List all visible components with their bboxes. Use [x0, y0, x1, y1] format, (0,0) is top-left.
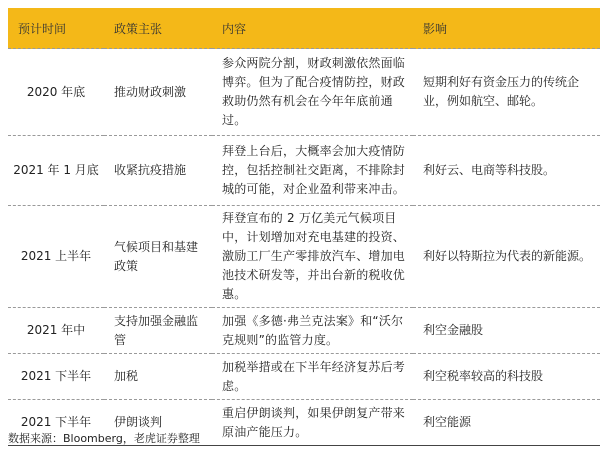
cell-policy: 伊朗谈判	[104, 400, 212, 446]
cell-content: 参众两院分割，财政刺激依然面临博弈。但为了配合疫情防控，财政救助仍然有机会在今年年底前通过。	[212, 49, 413, 136]
cell-impact: 利好云、电商等科技股。	[413, 136, 600, 206]
policy-table-frame	[8, 8, 600, 446]
cell-time: 2021 下半年	[8, 354, 104, 400]
cell-time: 2021 年 1 月底	[8, 136, 104, 206]
header-time: 预计时间	[8, 8, 104, 49]
policy-table	[8, 8, 600, 446]
cell-content: 拜登上台后，大概率会加大疫情防控，包括控制社交距离，不排除封城的可能，对企业盈利带来冲击。	[212, 136, 413, 206]
header-row	[8, 8, 600, 49]
cell-time: 2021 上半年	[8, 206, 104, 308]
table-row	[8, 49, 600, 136]
table-row	[8, 354, 600, 400]
cell-policy: 推动财政刺激	[104, 49, 212, 136]
header-content: 内容	[212, 8, 413, 49]
cell-policy: 支持加强金融监管	[104, 308, 212, 354]
cell-content: 加税举措或在下半年经济复苏后考虑。	[212, 354, 413, 400]
cell-time: 2021 年中	[8, 308, 104, 354]
cell-content: 加强《多德·弗兰克法案》和“沃尔克规则”的监管力度。	[212, 308, 413, 354]
source-note: 数据来源：Bloomberg，老虎证券整理	[8, 432, 200, 445]
cell-content: 拜登宣布的 2 万亿美元气候项目中，计划增加对充电基建的投资、激励工厂生产零排放汽车、增加电池技术研发等，并出台新的税收优惠。	[212, 206, 413, 308]
table-row	[8, 206, 600, 308]
header-impact: 影响	[413, 8, 600, 49]
cell-content: 重启伊朗谈判，如果伊朗复产带来原油产能压力。	[212, 400, 413, 446]
header-policy: 政策主张	[104, 8, 212, 49]
cell-impact: 利好以特斯拉为代表的新能源。	[413, 206, 600, 308]
cell-impact: 利空能源	[413, 400, 600, 446]
cell-policy: 加税	[104, 354, 212, 400]
table-row	[8, 308, 600, 354]
cell-impact: 利空税率较高的科技股	[413, 354, 600, 400]
cell-impact: 短期利好有资金压力的传统企业，例如航空、邮轮。	[413, 49, 600, 136]
cell-impact: 利空金融股	[413, 308, 600, 354]
cell-time: 2021 下半年	[8, 400, 104, 446]
table-row	[8, 136, 600, 206]
cell-time: 2020 年底	[8, 49, 104, 136]
cell-policy: 气候项目和基建政策	[104, 206, 212, 308]
cell-policy: 收紧抗疫措施	[104, 136, 212, 206]
